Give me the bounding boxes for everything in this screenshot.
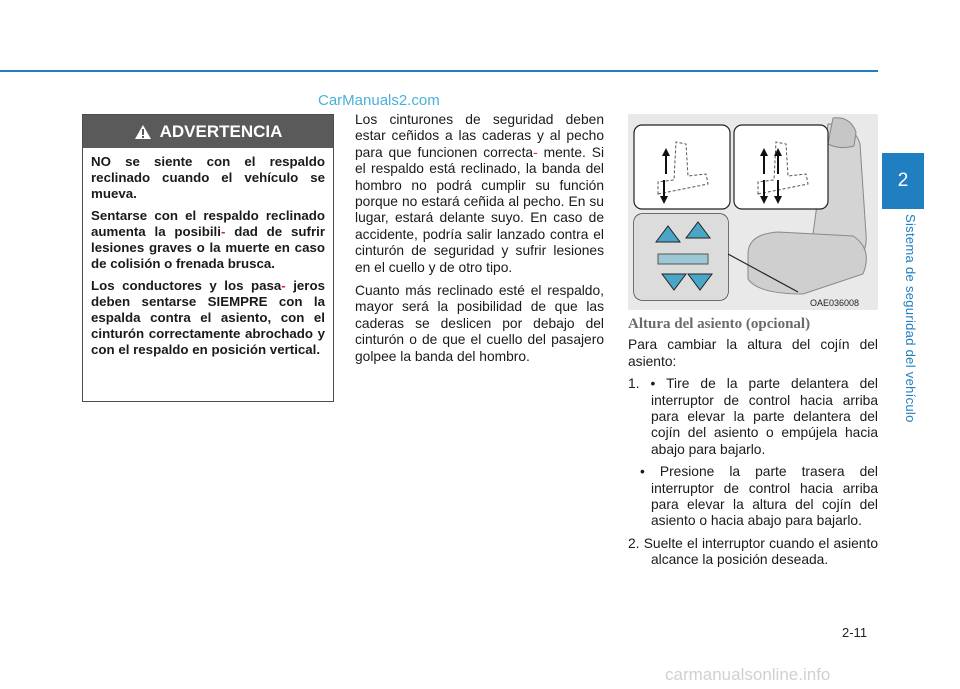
- chapter-title: Sistema de seguridad del vehículo: [903, 214, 918, 423]
- watermark-bottom[interactable]: carmanualsonline.info: [665, 665, 831, 684]
- warning-box: [82, 114, 334, 402]
- intro-paragraph: Para cambiar la altura del cojín del asiento:: [628, 337, 878, 369]
- warning-paragraph-2: [91, 208, 325, 272]
- middle-column: [355, 112, 604, 372]
- hyphen: -: [220, 224, 226, 239]
- right-column: [628, 316, 878, 575]
- warning-p2-part2: dad de sufrir lesiones graves o la muerte en caso de colisión o frenada brusca.: [91, 224, 325, 271]
- hyphen: -: [281, 278, 286, 293]
- step-1: 1. • Tire de la parte delantera del interruptor de control hacia arriba para elevar la parte delantera del cojín del asiento o empújela hacia abajo para bajarlo.: [628, 376, 878, 457]
- step-1-bullet-2: • Presione la parte trasera del interruptor de control hacia arriba para elevar la altura del cojín del asiento o hacia abajo para bajarlo.: [640, 464, 878, 529]
- warning-paragraph-3: [91, 278, 325, 358]
- header-rule: [0, 70, 878, 72]
- watermark-top[interactable]: CarManuals2.com: [318, 92, 440, 109]
- warning-title: ADVERTENCIA: [159, 121, 283, 141]
- figure-code: OAE036008: [810, 298, 860, 308]
- middle-paragraph-1: [355, 112, 604, 276]
- middle-paragraph-2: Cuanto más reclinado esté el respaldo, mayor será la posibilidad de que las caderas se deslicen por debajo del cinturón o de que el cuello del pasajero golpee la banda del hombro.: [355, 283, 604, 364]
- warning-p3-part1: Los conductores y los pasa: [91, 278, 282, 293]
- warning-body: [83, 148, 333, 358]
- warning-triangle-icon: [134, 124, 152, 140]
- middle-p1-part1: Los cinturones de seguridad deben estar ceñidos a las caderas y al pecho para que funcionen correcta: [355, 112, 604, 160]
- step-2: 2. Suelte el interruptor cuando el asiento alcance la posición deseada.: [628, 535, 878, 568]
- seat-illustration: [628, 114, 878, 310]
- hyphen: -: [533, 144, 538, 160]
- section-title: Altura del asiento (opcional): [628, 316, 811, 332]
- chapter-number-tab: 2: [882, 153, 924, 209]
- warning-header: [83, 115, 333, 148]
- warning-paragraph-1: NO se siente con el respaldo reclinado cuando el vehículo se mueva.: [91, 154, 325, 201]
- warning-p3-part2: jeros deben sentarse SIEMPRE con la espalda contra el asiento, con el cinturón correctamente abrochado y con el respaldo en posición vertical.: [91, 278, 325, 357]
- warning-p2-part1: Sentarse con el respaldo reclinado aumenta la posibili: [91, 208, 325, 239]
- middle-p1-part2: mente. Si el respaldo está reclinado, la banda del hombro no podrá cumplir su función porque no estará ceñida al pecho. En su lugar, estará delante suyo. En caso de accidente, podría salir lanzado contra el cinturón de seguridad y sufrir lesiones en el cuello y de otro tipo.: [355, 144, 605, 275]
- seat-adjustment-figure: [628, 114, 878, 310]
- page-number: 2-11: [842, 625, 868, 640]
